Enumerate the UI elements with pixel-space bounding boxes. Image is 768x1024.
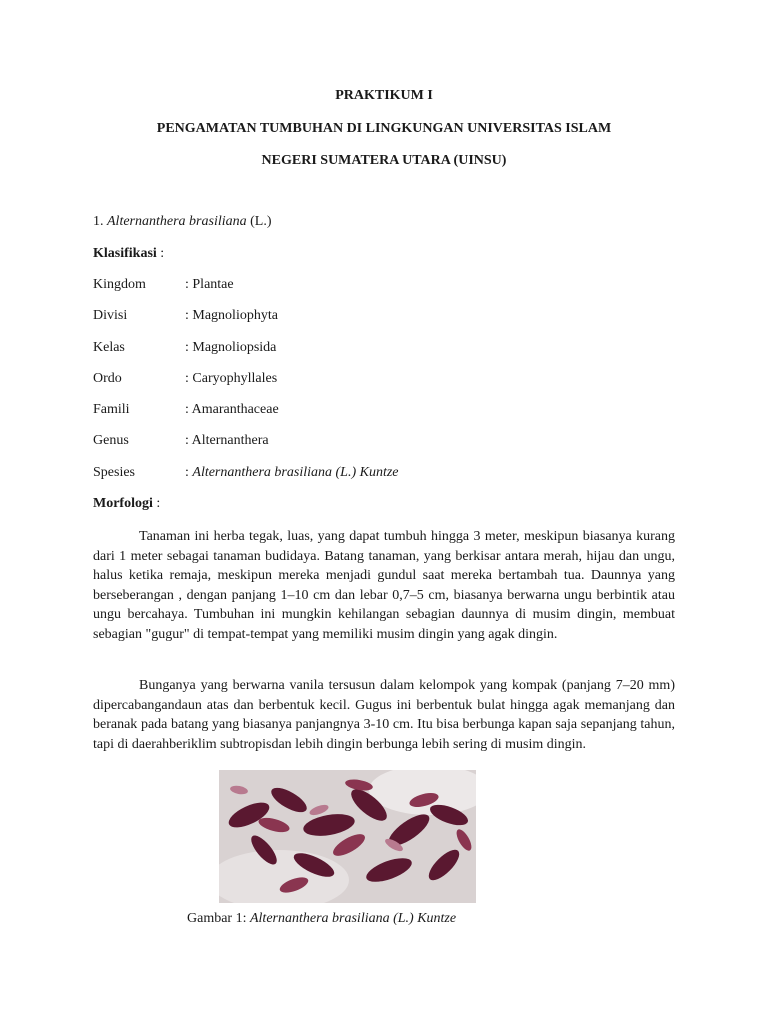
paragraph-text: Tanaman ini herba tegak, luas, yang dapat tumbuh hingga 3 meter, meskipun biasanya kurang dari 1 meter sebagai tanaman budidaya. Batang tanaman, yang berkisar antara merah, hijau dan ungu, halus ketika remaja, meskipun mereka menjadi gundul saat mereka bertambah tua. Daunnya yang berseberangan , dengan panjang 1–10 cm dan lebar 0,7–5 cm, biasanya berwarna ungu berbintik atau ungu bercahaya. Tumbuhan ini mungkin kehilangan sebagian daunnya di musim dingin, membuat sebagian "gugur" di tempat-tempat yang memiliki musim dingin yang agak dingin. bbox=[93, 529, 675, 642]
row-key: Spesies bbox=[93, 465, 135, 480]
row-key: Kingdom bbox=[93, 277, 146, 292]
morphology-paragraph-2 bbox=[93, 676, 675, 754]
row-value: : Alternanthera bbox=[185, 433, 269, 448]
row-value-italic: Alternanthera brasiliana (L.) Kuntze bbox=[192, 465, 399, 480]
morphology-paragraph-1 bbox=[93, 527, 675, 645]
species-number: 1. bbox=[93, 214, 104, 229]
doc-title: PRAKTIKUM I bbox=[335, 88, 433, 103]
plant-photo-illustration bbox=[219, 770, 476, 903]
classification-label: Klasifikasi bbox=[93, 246, 157, 261]
morphology-colon: : bbox=[152, 496, 161, 511]
morphology-heading bbox=[93, 496, 160, 512]
row-value: : Magnoliophyta bbox=[185, 308, 278, 323]
species-author: (L.) bbox=[250, 214, 272, 229]
row-value: : Caryophyllales bbox=[185, 371, 278, 386]
classification-colon: : bbox=[156, 246, 165, 261]
species-heading bbox=[93, 214, 272, 230]
paragraph-text: Bunganya yang berwarna vanila tersusun dalam kelompok yang kompak (panjang 7–20 mm) dipercabangandaun atas dan berbentuk kecil. Gugus ini berbentuk bulat hingga agak memanjang dan beranak pada batang yang biasanya panjangnya 3-10 cm. Itu bisa berbunga kapan saja sepanjang tahun, tapi di daerahberiklim subtropisdan lebih dingin berbunga lebih sering di musim dingin. bbox=[93, 678, 675, 752]
species-name: Alternanthera brasiliana bbox=[107, 214, 247, 229]
doc-subtitle-line2: NEGERI SUMATERA UTARA (UINSU) bbox=[261, 153, 507, 168]
row-key: Kelas bbox=[93, 340, 125, 355]
row-value: : Amaranthaceae bbox=[185, 402, 279, 417]
row-key: Divisi bbox=[93, 308, 128, 323]
row-value-prefix: : bbox=[185, 465, 193, 480]
doc-subtitle-line1: PENGAMATAN TUMBUHAN DI LINGKUNGAN UNIVERSITAS ISLAM bbox=[156, 121, 612, 136]
row-key: Genus bbox=[93, 433, 129, 448]
morphology-label: Morfologi bbox=[93, 496, 153, 511]
classification-heading bbox=[93, 246, 164, 262]
caption-species: Alternanthera brasiliana (L.) Kuntze bbox=[249, 911, 457, 926]
row-key: Ordo bbox=[93, 371, 122, 386]
row-value bbox=[185, 465, 399, 481]
row-value: : Magnoliopsida bbox=[185, 340, 277, 355]
row-key: Famili bbox=[93, 402, 130, 417]
row-value: : Plantae bbox=[185, 277, 234, 292]
figure-caption bbox=[187, 911, 456, 927]
plant-photo bbox=[219, 770, 476, 903]
caption-prefix: Gambar 1: bbox=[187, 911, 250, 926]
